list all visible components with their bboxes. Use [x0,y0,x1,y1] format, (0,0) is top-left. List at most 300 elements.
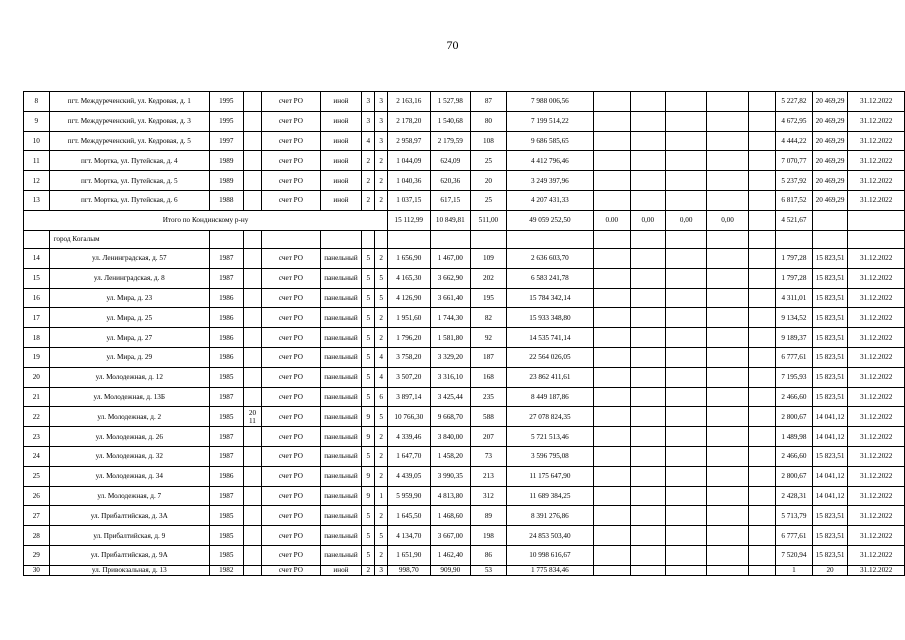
address: ул. Мира, д. 25 [49,308,209,328]
cost-per-sqm: 2 428,31 [776,486,813,506]
limit-cost: 15 823,51 [812,288,848,308]
cost-per-sqm: 7 195,93 [776,367,813,387]
completion-date: 31.12.2022 [848,288,905,308]
specific-cost [748,486,775,506]
wall-material: панельный [320,407,362,427]
year-built: 1987 [209,447,243,467]
cost-col-1 [594,466,630,486]
address: ул. Привокзальная, д. 13 [49,565,209,575]
cost-col-4 [707,190,748,210]
residential-area: 3 425,44 [430,387,471,407]
residential-area: 624,09 [430,151,471,171]
specific-cost [748,249,775,269]
limit-cost: 20 469,29 [812,131,848,151]
floors: 5 [362,348,375,368]
empty-cell [362,230,375,249]
repair-cost: 4 412 796,46 [506,151,593,171]
residential-area: 3 316,10 [430,367,471,387]
cost-per-sqm: 4 311,01 [776,288,813,308]
residential-area: 1 468,60 [430,506,471,526]
cost-col-4 [707,151,748,171]
cost-col-1 [594,171,630,191]
residents: 20 [471,171,507,191]
address: пгт. Междуреченский, ул. Кедровая, д. 3 [49,111,209,131]
row-number: 25 [24,466,50,486]
floors: 9 [362,486,375,506]
entrances: 1 [375,486,388,506]
total-a1: 15 112,99 [388,210,430,230]
row-number: 10 [24,131,50,151]
row-number: 18 [24,328,50,348]
specific-cost [748,151,775,171]
row-number: 21 [24,387,50,407]
funding-method: счет РО [262,288,320,308]
limit-cost: 20 469,29 [812,111,848,131]
repair-cost: 14 535 741,14 [506,328,593,348]
total-area: 1 951,60 [388,308,430,328]
repair-cost: 2 636 603,70 [506,249,593,269]
residential-area: 9 668,70 [430,407,471,427]
cost-col-4 [707,526,748,546]
floors: 5 [362,506,375,526]
total-area: 4 134,70 [388,526,430,546]
cost-col-4 [707,288,748,308]
repair-cost: 7 988 006,56 [506,92,593,112]
wall-material: панельный [320,249,362,269]
wall-material: иной [320,131,362,151]
cost-col-2 [630,447,665,467]
total-v1: 0.00 [594,210,630,230]
repair-cost: 27 078 824,35 [506,407,593,427]
address: ул. Мира, д. 29 [49,348,209,368]
entrances: 2 [375,308,388,328]
row-number: 8 [24,92,50,112]
cost-col-1 [594,308,630,328]
completion-date: 31.12.2022 [848,387,905,407]
residential-area: 2 179,59 [430,131,471,151]
limit-cost: 15 823,51 [812,328,848,348]
year-commissioned [243,526,262,546]
year-built: 1985 [209,407,243,427]
entrances: 5 [375,268,388,288]
year-commissioned [243,565,262,575]
residents: 235 [471,387,507,407]
table-row [24,171,905,191]
table-row [24,131,905,151]
year-built: 1988 [209,190,243,210]
cost-col-4 [707,249,748,269]
wall-material: панельный [320,348,362,368]
cost-col-2 [630,367,665,387]
funding-method: счет РО [262,506,320,526]
specific-cost [748,447,775,467]
wall-material: панельный [320,546,362,566]
cost-col-2 [630,92,665,112]
table-row [24,387,905,407]
limit-cost: 20 469,29 [812,171,848,191]
cost-col-4 [707,427,748,447]
table-row [24,268,905,288]
year-commissioned [243,367,262,387]
section-title: город Когалым [49,230,209,249]
row-number: 30 [24,565,50,575]
repair-cost: 3 249 397,96 [506,171,593,191]
address: ул. Молодежная, д. 32 [49,447,209,467]
row-number: 15 [24,268,50,288]
cost-col-2 [630,466,665,486]
entrances: 4 [375,367,388,387]
residential-area: 1 462,40 [430,546,471,566]
cost-col-2 [630,546,665,566]
cost-col-1 [594,546,630,566]
year-built: 1986 [209,328,243,348]
cost-col-3 [666,565,707,575]
total-area: 1 656,90 [388,249,430,269]
completion-date: 31.12.2022 [848,92,905,112]
cost-per-sqm: 1 797,28 [776,249,813,269]
table-row [24,565,905,575]
funding-method: счет РО [262,486,320,506]
address: ул. Молодежная, д. 13Б [49,387,209,407]
limit-cost: 20 [812,565,848,575]
table-row [24,288,905,308]
funding-method: счет РО [262,565,320,575]
repair-cost: 10 998 616,67 [506,546,593,566]
year-built: 1985 [209,526,243,546]
table-row [24,427,905,447]
cost-col-2 [630,565,665,575]
year-built: 1985 [209,546,243,566]
cost-col-3 [666,288,707,308]
empty-cell [430,230,471,249]
entrances: 2 [375,506,388,526]
limit-cost: 15 823,51 [812,268,848,288]
residential-area: 1 540,68 [430,111,471,131]
cost-per-sqm: 5 237,92 [776,171,813,191]
cost-col-3 [666,506,707,526]
entrances: 2 [375,190,388,210]
floors: 5 [362,367,375,387]
repair-cost: 23 862 411,61 [506,367,593,387]
residential-area: 1 467,00 [430,249,471,269]
cost-col-4 [707,546,748,566]
wall-material: иной [320,151,362,171]
residents: 198 [471,526,507,546]
funding-method: счет РО [262,447,320,467]
specific-cost [748,111,775,131]
total-lim [812,210,848,230]
limit-cost: 15 823,51 [812,348,848,368]
year-commissioned [243,288,262,308]
empty-cell [506,230,593,249]
funding-method: счет РО [262,131,320,151]
residential-area: 3 661,40 [430,288,471,308]
total-v3: 0,00 [666,210,707,230]
limit-cost: 20 469,29 [812,190,848,210]
specific-cost [748,526,775,546]
floors: 2 [362,565,375,575]
table-row [24,230,905,249]
row-number: 29 [24,546,50,566]
residents: 195 [471,288,507,308]
completion-date: 31.12.2022 [848,328,905,348]
repair-cost: 11 689 384,25 [506,486,593,506]
total-area: 4 339,46 [388,427,430,447]
table-row [24,526,905,546]
table-row [24,190,905,210]
cost-per-sqm: 2 466,60 [776,387,813,407]
cost-col-3 [666,447,707,467]
entrances: 3 [375,92,388,112]
total-area: 4 165,30 [388,268,430,288]
residents: 73 [471,447,507,467]
section-spacer [24,230,50,249]
repair-cost: 22 564 026,05 [506,348,593,368]
cost-col-3 [666,171,707,191]
cost-col-4 [707,111,748,131]
year-built: 1986 [209,348,243,368]
wall-material: иной [320,171,362,191]
floors: 2 [362,151,375,171]
address: пгт. Междуреченский, ул. Кедровая, д. 1 [49,92,209,112]
residential-area: 4 813,80 [430,486,471,506]
wall-material: иной [320,111,362,131]
repair-cost: 8 449 187,86 [506,387,593,407]
cost-col-4 [707,466,748,486]
year-commissioned [243,348,262,368]
residential-area: 617,15 [430,190,471,210]
row-number: 27 [24,506,50,526]
cost-col-3 [666,111,707,131]
total-area: 1 651,90 [388,546,430,566]
cost-col-2 [630,249,665,269]
completion-date: 31.12.2022 [848,249,905,269]
wall-material: панельный [320,387,362,407]
cost-col-2 [630,171,665,191]
residential-area: 1 581,80 [430,328,471,348]
year-commissioned [243,131,262,151]
address: ул. Молодежная, д. 34 [49,466,209,486]
year-built: 1985 [209,367,243,387]
cost-col-2 [630,288,665,308]
entrances: 5 [375,526,388,546]
cost-per-sqm: 5 713,79 [776,506,813,526]
address: ул. Прибалтийская, д. 9 [49,526,209,546]
row-number: 24 [24,447,50,467]
floors: 9 [362,427,375,447]
year-commissioned [243,546,262,566]
limit-cost: 15 823,51 [812,387,848,407]
limit-cost: 15 823,51 [812,546,848,566]
cost-col-3 [666,546,707,566]
residential-area: 620,36 [430,171,471,191]
repair-cost: 9 686 585,65 [506,131,593,151]
total-area: 1 044,09 [388,151,430,171]
residential-area: 3 329,20 [430,348,471,368]
cost-col-1 [594,348,630,368]
cost-col-1 [594,506,630,526]
specific-cost [748,466,775,486]
wall-material: панельный [320,288,362,308]
wall-material: панельный [320,427,362,447]
residents: 82 [471,308,507,328]
funding-method: счет РО [262,466,320,486]
table-row [24,308,905,328]
limit-cost: 20 469,29 [812,151,848,171]
entrances: 2 [375,466,388,486]
total-cost: 49 059 252,50 [506,210,593,230]
floors: 5 [362,288,375,308]
floors: 5 [362,526,375,546]
entrances: 5 [375,288,388,308]
table-row [24,92,905,112]
cost-col-1 [594,151,630,171]
cost-col-1 [594,367,630,387]
entrances: 2 [375,171,388,191]
empty-cell [262,230,320,249]
cost-col-4 [707,348,748,368]
year-commissioned [243,190,262,210]
entrances: 2 [375,447,388,467]
cost-col-4 [707,367,748,387]
residents: 87 [471,92,507,112]
residents: 588 [471,407,507,427]
entrances: 3 [375,565,388,575]
specific-cost [748,268,775,288]
table-row [24,546,905,566]
completion-date: 31.12.2022 [848,486,905,506]
cost-col-3 [666,92,707,112]
entrances: 6 [375,387,388,407]
cost-col-1 [594,92,630,112]
residents: 213 [471,466,507,486]
entrances: 2 [375,546,388,566]
cost-col-4 [707,171,748,191]
empty-cell [848,230,905,249]
total-area: 3 507,20 [388,367,430,387]
cost-col-2 [630,308,665,328]
wall-material: иной [320,190,362,210]
address: ул. Молодежная, д. 2 [49,407,209,427]
funding-method: счет РО [262,190,320,210]
residents: 92 [471,328,507,348]
funding-method: счет РО [262,249,320,269]
year-built: 1987 [209,427,243,447]
year-built: 1987 [209,387,243,407]
residents: 109 [471,249,507,269]
address: ул. Мира, д. 23 [49,288,209,308]
total-area: 4 439,05 [388,466,430,486]
year-built: 1987 [209,268,243,288]
cost-col-4 [707,92,748,112]
address: пгт. Мортка, ул. Путейская, д. 6 [49,190,209,210]
row-number: 22 [24,407,50,427]
table-row [24,210,905,230]
total-area: 1 796,20 [388,328,430,348]
limit-cost: 15 823,51 [812,249,848,269]
cost-col-3 [666,348,707,368]
cost-col-1 [594,407,630,427]
cost-col-1 [594,526,630,546]
year-commissioned [243,328,262,348]
total-area: 5 959,90 [388,486,430,506]
floors: 5 [362,328,375,348]
cost-per-sqm: 9 189,37 [776,328,813,348]
specific-cost [748,131,775,151]
completion-date: 31.12.2022 [848,348,905,368]
completion-date: 31.12.2022 [848,308,905,328]
table-row [24,447,905,467]
total-area: 1 040,36 [388,171,430,191]
cost-col-2 [630,268,665,288]
completion-date: 31.12.2022 [848,546,905,566]
total-area: 1 647,70 [388,447,430,467]
funding-method: счет РО [262,268,320,288]
floors: 9 [362,466,375,486]
floors: 2 [362,190,375,210]
residential-area: 1 458,20 [430,447,471,467]
year-commissioned: 20 11 [243,407,262,427]
completion-date: 31.12.2022 [848,427,905,447]
year-built: 1986 [209,466,243,486]
row-number: 12 [24,171,50,191]
cost-col-1 [594,111,630,131]
limit-cost: 14 041,12 [812,486,848,506]
row-number: 23 [24,427,50,447]
completion-date: 31.12.2022 [848,565,905,575]
residents: 202 [471,268,507,288]
total-v4: 0,00 [707,210,748,230]
cost-col-4 [707,447,748,467]
table-row [24,407,905,427]
cost-per-sqm: 4 672,95 [776,111,813,131]
residents: 53 [471,565,507,575]
total-per: 4 521,67 [776,210,813,230]
funding-method: счет РО [262,407,320,427]
cost-per-sqm: 7 520,94 [776,546,813,566]
address: пгт. Мортка, ул. Путейская, д. 5 [49,171,209,191]
table-row [24,151,905,171]
row-number: 13 [24,190,50,210]
cost-col-4 [707,565,748,575]
total-area: 10 766,30 [388,407,430,427]
total-spec [748,210,775,230]
cost-col-2 [630,131,665,151]
specific-cost [748,171,775,191]
total-area: 2 958,97 [388,131,430,151]
empty-cell [320,230,362,249]
cost-col-4 [707,506,748,526]
year-commissioned [243,506,262,526]
cost-col-1 [594,447,630,467]
cost-col-4 [707,486,748,506]
cost-col-2 [630,506,665,526]
funding-method: счет РО [262,546,320,566]
entrances: 3 [375,111,388,131]
residential-area: 3 667,00 [430,526,471,546]
year-commissioned [243,447,262,467]
cost-per-sqm: 1 489,98 [776,427,813,447]
address: ул. Ленинградская, д. 8 [49,268,209,288]
cost-col-1 [594,328,630,348]
residential-area: 909,90 [430,565,471,575]
floors: 2 [362,171,375,191]
cost-per-sqm: 9 134,52 [776,308,813,328]
empty-cell [776,230,813,249]
floors: 5 [362,546,375,566]
repair-cost: 8 391 276,86 [506,506,593,526]
year-built: 1985 [209,506,243,526]
